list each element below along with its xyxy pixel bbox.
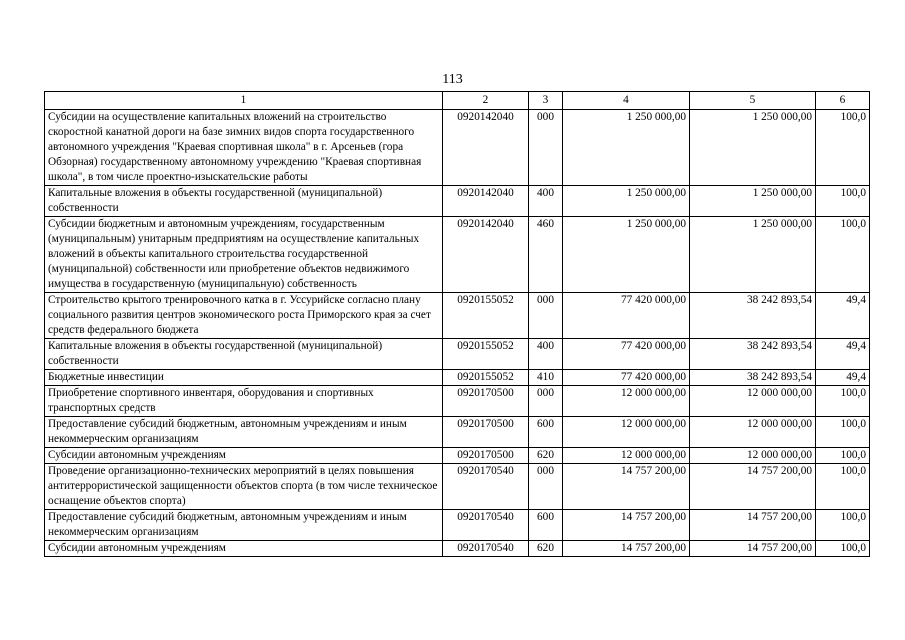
- column-header-1: 1: [45, 92, 443, 110]
- table-row: [45, 370, 870, 386]
- row-percent: 100,0: [816, 510, 870, 541]
- row-expense-type: 620: [529, 541, 563, 557]
- table-row: [45, 417, 870, 448]
- budget-table: [44, 91, 870, 557]
- row-plan-amount: 1 250 000,00: [563, 110, 690, 186]
- row-target-code: 0920142040: [443, 186, 529, 217]
- row-actual-amount: 38 242 893,54: [690, 293, 816, 339]
- row-target-code: 0920170500: [443, 386, 529, 417]
- row-target-code: 0920155052: [443, 370, 529, 386]
- row-plan-amount: 14 757 200,00: [563, 510, 690, 541]
- column-header-2: 2: [443, 92, 529, 110]
- row-expense-type: 000: [529, 386, 563, 417]
- row-percent: 100,0: [816, 448, 870, 464]
- row-plan-amount: 77 420 000,00: [563, 370, 690, 386]
- row-expense-type: 460: [529, 217, 563, 293]
- row-name: Предоставление субсидий бюджетным, автономным учреждениям и иным некоммерческим организациям: [45, 510, 443, 541]
- row-target-code: 0920170500: [443, 417, 529, 448]
- row-actual-amount: 12 000 000,00: [690, 386, 816, 417]
- row-name: Приобретение спортивного инвентаря, оборудования и спортивных транспортных средств: [45, 386, 443, 417]
- row-plan-amount: 1 250 000,00: [563, 217, 690, 293]
- row-name: Проведение организационно-технических мероприятий в целях повышения антитеррористической защищенности объектов спорта (в том числе техническое оснащение объектов спорта): [45, 464, 443, 510]
- row-expense-type: 600: [529, 510, 563, 541]
- row-actual-amount: 12 000 000,00: [690, 417, 816, 448]
- row-actual-amount: 1 250 000,00: [690, 186, 816, 217]
- row-target-code: 0920142040: [443, 217, 529, 293]
- row-actual-amount: 38 242 893,54: [690, 370, 816, 386]
- table-row: [45, 339, 870, 370]
- row-percent: 100,0: [816, 217, 870, 293]
- row-name: Предоставление субсидий бюджетным, автономным учреждениям и иным некоммерческим организациям: [45, 417, 443, 448]
- row-plan-amount: 77 420 000,00: [563, 339, 690, 370]
- row-expense-type: 400: [529, 339, 563, 370]
- row-plan-amount: 12 000 000,00: [563, 448, 690, 464]
- row-actual-amount: 14 757 200,00: [690, 464, 816, 510]
- row-percent: 49,4: [816, 339, 870, 370]
- row-plan-amount: 1 250 000,00: [563, 186, 690, 217]
- row-actual-amount: 14 757 200,00: [690, 541, 816, 557]
- column-header-4: 4: [563, 92, 690, 110]
- row-percent: 100,0: [816, 110, 870, 186]
- row-plan-amount: 12 000 000,00: [563, 417, 690, 448]
- row-plan-amount: 77 420 000,00: [563, 293, 690, 339]
- row-name: Субсидии на осуществление капитальных вложений на строительство скоростной канатной дороги на базе зимних видов спорта государственного автономного учреждения "Краевая спортивная школа" в г. Арсеньев (гора Обзорная) государственному автономному учреждению "Краевая спортивная школа", в том числе проектно-изыскательские работы: [45, 110, 443, 186]
- row-target-code: 0920155052: [443, 339, 529, 370]
- row-expense-type: 000: [529, 464, 563, 510]
- table-row: [45, 110, 870, 186]
- row-name: Строительство крытого тренировочного катка в г. Уссурийске согласно плану социального развития центров экономического роста Приморского края за счет средств федерального бюджета: [45, 293, 443, 339]
- row-plan-amount: 12 000 000,00: [563, 386, 690, 417]
- row-name: Субсидии автономным учреждениям: [45, 448, 443, 464]
- page-number: 113: [442, 72, 463, 87]
- row-name: Капитальные вложения в объекты государственной (муниципальной) собственности: [45, 339, 443, 370]
- row-percent: 100,0: [816, 386, 870, 417]
- table-row: [45, 293, 870, 339]
- row-actual-amount: 14 757 200,00: [690, 510, 816, 541]
- row-actual-amount: 12 000 000,00: [690, 448, 816, 464]
- row-expense-type: 400: [529, 186, 563, 217]
- row-expense-type: 600: [529, 417, 563, 448]
- row-actual-amount: 1 250 000,00: [690, 110, 816, 186]
- header-row: [45, 92, 870, 110]
- table-row: [45, 217, 870, 293]
- row-target-code: 0920170540: [443, 464, 529, 510]
- row-name: Субсидии бюджетным и автономным учреждениям, государственным (муниципальным) унитарным предприятиям на осуществление капитальных вложений в объекты капитального строительства государственной (муниципальной) собственности или приобретение объектов недвижимого имущества в государственную (муниципальную) собственность: [45, 217, 443, 293]
- row-percent: 100,0: [816, 417, 870, 448]
- table-row: [45, 510, 870, 541]
- row-target-code: 0920170500: [443, 448, 529, 464]
- row-actual-amount: 38 242 893,54: [690, 339, 816, 370]
- row-percent: 100,0: [816, 541, 870, 557]
- row-target-code: 0920155052: [443, 293, 529, 339]
- table-row: [45, 464, 870, 510]
- row-name: Бюджетные инвестиции: [45, 370, 443, 386]
- table-row: [45, 541, 870, 557]
- row-percent: 100,0: [816, 186, 870, 217]
- row-expense-type: 620: [529, 448, 563, 464]
- row-expense-type: 410: [529, 370, 563, 386]
- column-header-6: 6: [816, 92, 870, 110]
- table-row: [45, 186, 870, 217]
- row-target-code: 0920170540: [443, 541, 529, 557]
- row-plan-amount: 14 757 200,00: [563, 541, 690, 557]
- table-row: [45, 448, 870, 464]
- row-percent: 49,4: [816, 370, 870, 386]
- row-actual-amount: 1 250 000,00: [690, 217, 816, 293]
- row-percent: 49,4: [816, 293, 870, 339]
- table-row: [45, 386, 870, 417]
- column-header-5: 5: [690, 92, 816, 110]
- row-name: Субсидии автономным учреждениям: [45, 541, 443, 557]
- column-header-3: 3: [529, 92, 563, 110]
- row-target-code: 0920170540: [443, 510, 529, 541]
- row-target-code: 0920142040: [443, 110, 529, 186]
- row-name: Капитальные вложения в объекты государственной (муниципальной) собственности: [45, 186, 443, 217]
- row-percent: 100,0: [816, 464, 870, 510]
- row-plan-amount: 14 757 200,00: [563, 464, 690, 510]
- row-expense-type: 000: [529, 110, 563, 186]
- row-expense-type: 000: [529, 293, 563, 339]
